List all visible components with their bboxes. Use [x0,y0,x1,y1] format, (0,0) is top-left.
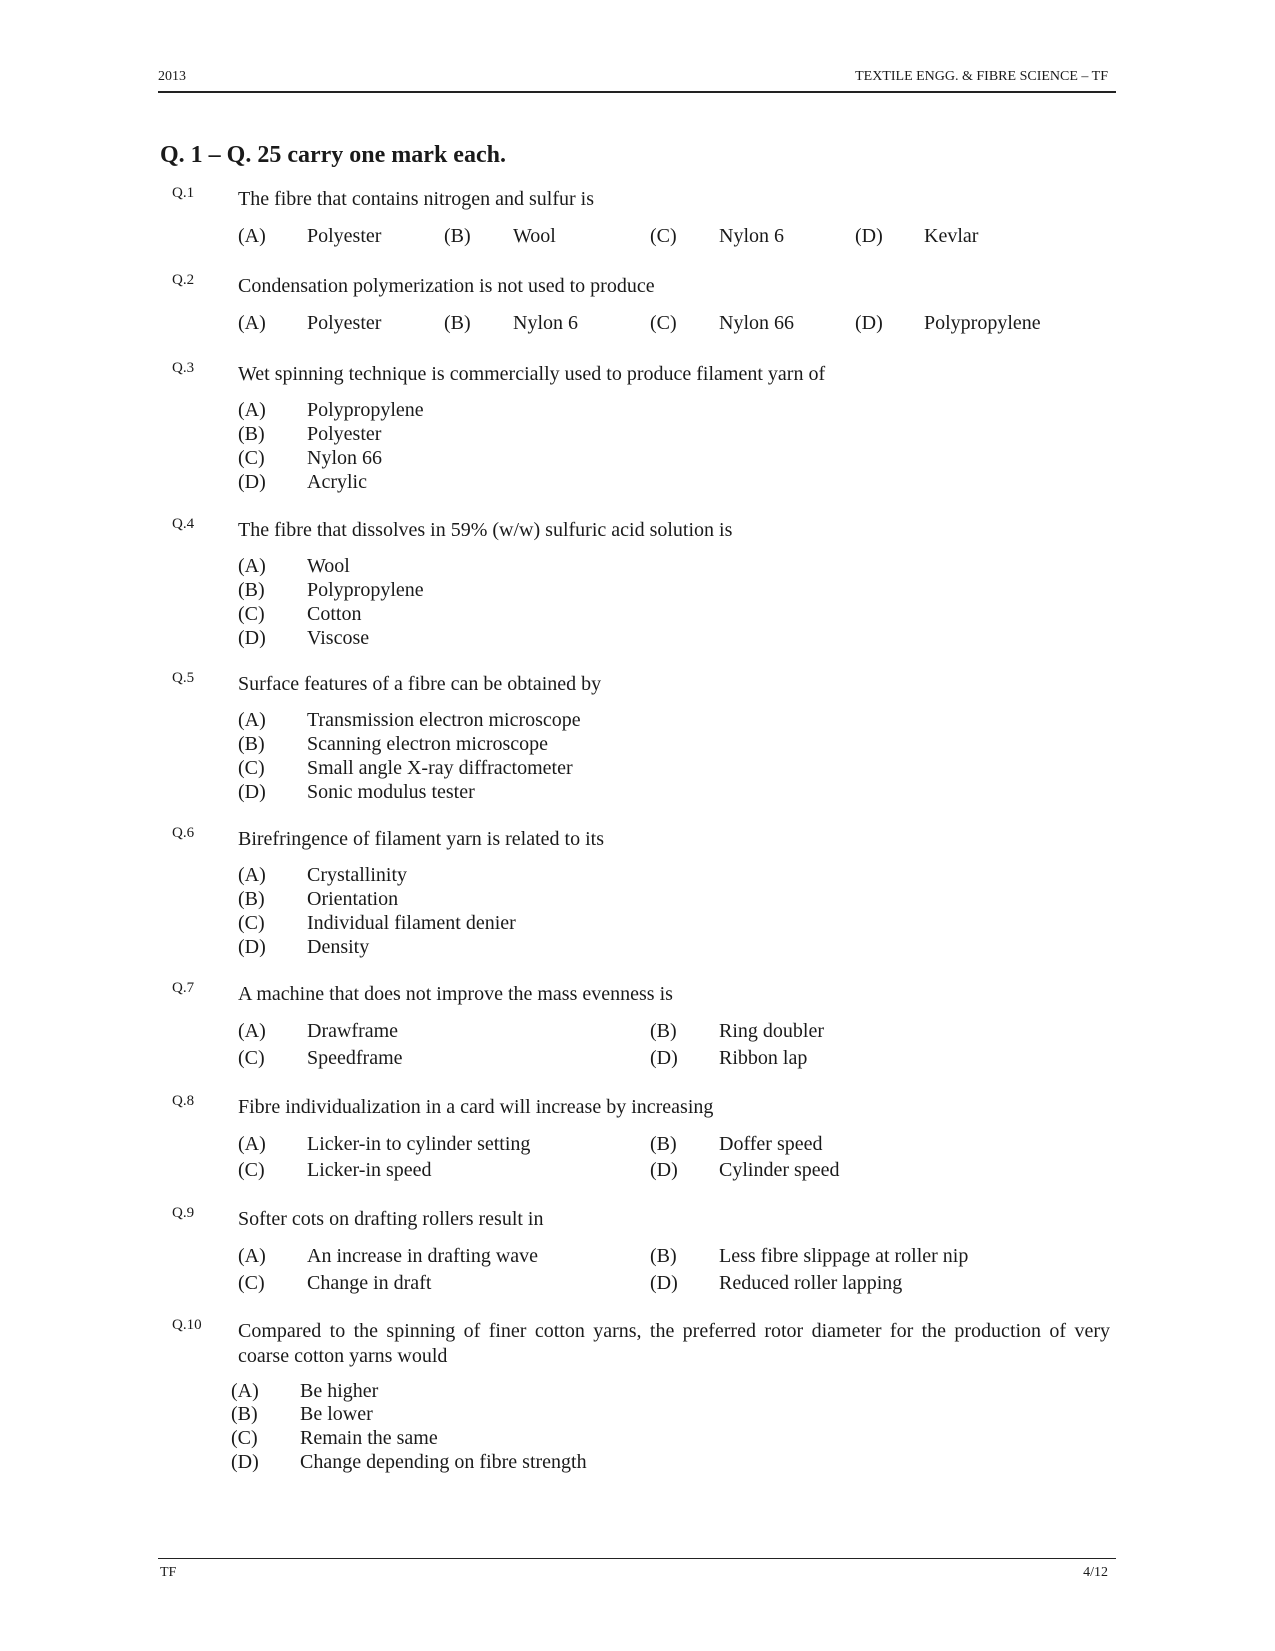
question-number: Q.7 [172,980,195,996]
option-label: (C) [238,1047,265,1069]
question-number: Q.9 [172,1205,195,1221]
option-label: (D) [238,471,266,493]
question-number: Q.8 [172,1093,195,1109]
question-text: Condensation polymerization is not used to produce [238,275,655,297]
option-text: Nylon 66 [307,447,382,469]
option-label: (A) [238,312,266,334]
footer-paper-code: TF [160,1565,177,1580]
option-text: Licker-in speed [307,1159,432,1181]
option-text: Acrylic [307,471,367,493]
option-label: (C) [650,312,677,334]
option-text: Polypropylene [307,399,424,421]
option-text: An increase in drafting wave [307,1245,539,1267]
question-text: Surface features of a fibre can be obtained by [238,673,602,695]
question-number: Q.1 [172,185,195,201]
option-text: Change depending on fibre strength [300,1451,587,1473]
question-number: Q.10 [172,1317,202,1333]
option-label: (C) [238,603,265,625]
option-label: (A) [238,1133,266,1155]
option-label: (B) [444,312,471,334]
option-label: (D) [855,225,883,247]
question-number: Q.5 [172,670,195,686]
option-text: Small angle X-ray diffractometer [307,757,573,779]
option-text: Change in draft [307,1272,432,1294]
question-text: Birefringence of filament yarn is related to its [238,828,604,850]
option-text: Drawframe [307,1020,399,1042]
option-label: (B) [650,1245,677,1267]
question-text: A machine that does not improve the mass evenness is [238,983,673,1005]
option-label: (D) [238,781,266,803]
option-text: Cotton [307,603,362,625]
option-label: (C) [238,447,265,469]
option-label: (D) [238,936,266,958]
option-label: (A) [238,1020,266,1042]
option-label: (A) [238,225,266,247]
option-text: Sonic modulus tester [307,781,475,803]
option-text: Doffer speed [719,1133,823,1155]
option-label: (B) [238,888,265,910]
option-label: (D) [650,1272,678,1294]
option-label: (A) [231,1380,259,1402]
option-label: (A) [238,399,266,421]
page-header [158,69,1116,93]
option-text: Polypropylene [307,579,424,601]
option-label: (B) [650,1020,677,1042]
option-text: Nylon 6 [719,225,784,247]
question-text: Wet spinning technique is commercially used to produce filament yarn of [238,363,826,385]
option-text: Density [307,936,370,958]
question-number: Q.4 [172,516,195,532]
option-label: (A) [238,555,266,577]
option-text: Transmission electron microscope [307,709,581,731]
option-label: (D) [855,312,883,334]
footer-page-number: 4/12 [1083,1565,1108,1580]
option-text: Nylon 66 [719,312,794,334]
option-text: Orientation [307,888,399,910]
question-number: Q.2 [172,272,195,288]
option-text: Wool [513,225,556,247]
option-text: Wool [307,555,350,577]
option-text: Individual filament denier [307,912,516,934]
option-text: Polyester [307,225,382,247]
option-label: (A) [238,1245,266,1267]
option-label: (A) [238,709,266,731]
option-text: Nylon 6 [513,312,578,334]
option-text: Polyester [307,312,382,334]
option-label: (D) [231,1451,259,1473]
option-label: (D) [650,1047,678,1069]
option-label: (B) [444,225,471,247]
question-text: Fibre individualization in a card will increase by increasing [238,1096,714,1118]
option-label: (D) [238,627,266,649]
option-label: (C) [238,912,265,934]
option-text: Cylinder speed [719,1159,840,1181]
question-text: The fibre that dissolves in 59% (w/w) sulfuric acid solution is [238,519,733,541]
option-text: Polyester [307,423,382,445]
option-label: (C) [238,757,265,779]
option-text: Licker-in to cylinder setting [307,1133,531,1155]
question-number: Q.3 [172,360,195,376]
option-text: Polypropylene [924,312,1041,334]
option-text: Reduced roller lapping [719,1272,903,1294]
header-year: 2013 [158,69,186,84]
option-text: Scanning electron microscope [307,733,549,755]
page-footer [158,1558,1116,1583]
option-label: (C) [650,225,677,247]
option-text: Viscose [307,627,370,649]
option-label: (B) [238,423,265,445]
option-label: (C) [238,1272,265,1294]
option-text: Crystallinity [307,864,407,886]
option-label: (C) [231,1427,258,1449]
option-label: (A) [238,864,266,886]
option-label: (B) [650,1133,677,1155]
option-label: (B) [238,579,265,601]
option-text: Kevlar [924,225,979,247]
option-text: Remain the same [300,1427,438,1449]
option-text: Be lower [300,1403,373,1425]
option-label: (B) [238,733,265,755]
option-label: (D) [650,1159,678,1181]
question-text: Softer cots on drafting rollers result in [238,1208,544,1230]
option-label: (B) [231,1403,258,1425]
question-text: Compared to the spinning of finer cotton yarns, the preferred rotor diameter for the production of very coarse cotton yarns would [238,1320,1110,1367]
question-text: The fibre that contains nitrogen and sulfur is [238,188,595,210]
section-title: Q. 1 – Q. 25 carry one mark each. [160,142,506,168]
header-paper-title: TEXTILE ENGG. & FIBRE SCIENCE – TF [855,69,1108,84]
option-text: Speedframe [307,1047,403,1069]
option-label: (C) [238,1159,265,1181]
option-text: Be higher [300,1380,379,1402]
option-text: Ribbon lap [719,1047,808,1069]
option-text: Less fibre slippage at roller nip [719,1245,969,1267]
option-text: Ring doubler [719,1020,824,1042]
question-number: Q.6 [172,825,195,841]
